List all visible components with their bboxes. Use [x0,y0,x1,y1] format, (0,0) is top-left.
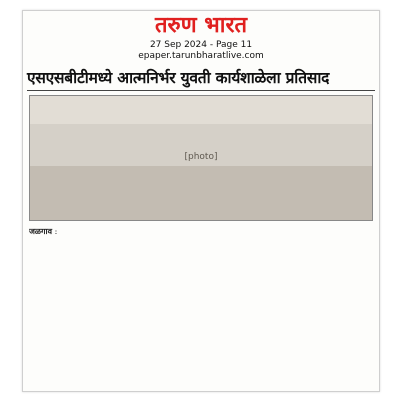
article-headline: एसएसबीटीमध्ये आत्मनिर्भर युवती कार्यशाळेला प्रतिसाद [27,69,330,87]
page-dateline: 27 Sep 2024 - Page 11 [149,40,253,50]
headline-divider [27,90,375,91]
masthead-title: तरुण भारत [155,12,247,38]
group-photo [29,95,373,221]
epaper-url: epaper.tarunbharatlive.com [138,51,264,61]
newspaper-clipping [22,10,380,392]
article-body [29,226,373,392]
photo-background [30,96,372,124]
photo-foreground [30,166,372,220]
article-column-right [205,226,373,392]
article-place: जळगाव [29,226,53,236]
article-column-left: जळगाव : [29,226,58,236]
photo-placeholder-label: [photo] [184,152,218,162]
